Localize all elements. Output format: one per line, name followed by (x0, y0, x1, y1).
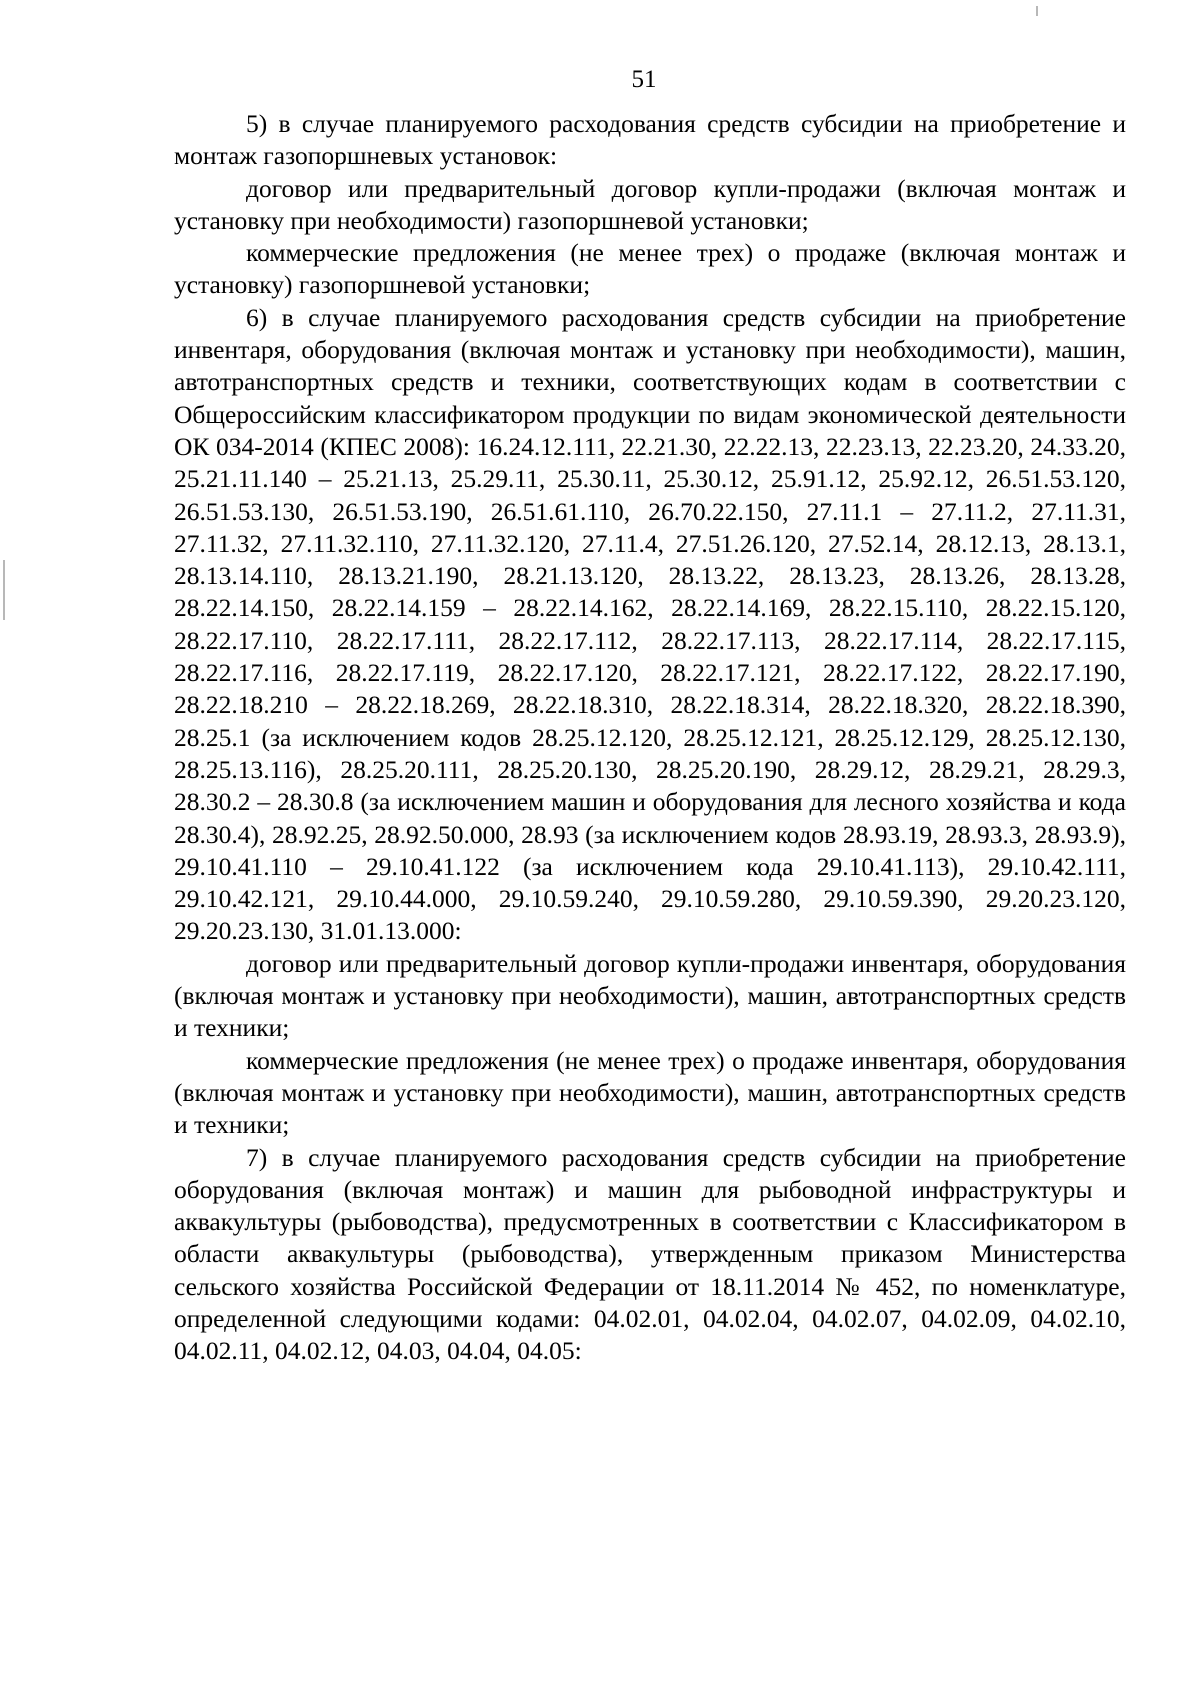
scan-edge-mark (1036, 6, 1038, 16)
paragraph-item-5: 5) в случае планируемого расходования средств субсидии на приобретение и монтаж газопоршневых установок: (174, 109, 1126, 171)
paragraph-item-7: 7) в случае планируемого расходования средств субсидии на приобретение оборудования (включая монтаж) и машин для рыбоводной инфраструктуры и аквакультуры (рыбоводства), предусмотренных в соответствии с Классификатором в области аквакультуры (рыбоводства), утвержденным приказом Министерства сельского хозяйства Российской Федерации от 18.11.2014 № 452, по номенклатуре, определенной следующими кодами: 04.02.01, 04.02.04, 04.02.07, 04.02.09, 04.02.10, 04.02.11, 04.02.12, 04.03, 04.04, 04.05: (174, 1142, 1126, 1366)
paragraph-gas-contract: договор или предварительный договор купли-продажи (включая монтаж и установку при необходимости) газопоршневой установки; (174, 173, 1126, 235)
paragraph-equipment-contract: договор или предварительный договор купли-продажи инвентаря, оборудования (включая монтаж и установку при необходимости), машин, автотранспортных средств и техники; (174, 948, 1126, 1043)
paragraph-gas-offers: коммерческие предложения (не менее трех) о продаже (включая монтаж и установку) газопоршневой установки; (174, 238, 1126, 300)
paragraph-equipment-offers: коммерческие предложения (не менее трех) о продаже инвентаря, оборудования (включая монтаж и установку при необходимости), машин, автотранспортных средств и техники; (174, 1045, 1126, 1140)
page-number: 51 (631, 66, 657, 93)
scan-edge-mark (3, 560, 5, 620)
document-body (174, 108, 1126, 1368)
paragraph-item-6: 6) в случае планируемого расходования средств субсидии на приобретение инвентаря, оборудования (включая монтаж и установку при необходимости), машин, автотранспортных средств и техники, соответствующих кодам в соответствии с Общероссийским классификатором продукции по видам экономической деятельности ОК 034-2014 (КПЕС 2008): 16.24.12.111, 22.21.30, 22.22.13, 22.23.13, 22.23.20, 24.33.20, 25.21.11.140 – 25.21.13, 25.29.11, 25.30.11, 25.30.12, 25.91.12, 25.92.12, 26.51.53.120, 26.51.53.130, 26.51.53.190, 26.51.61.110, 26.70.22.150, 27.11.1 – 27.11.2, 27.11.31, 27.11.32, 27.11.32.110, 27.11.32.120, 27.11.4, 27.51.26.120, 27.52.14, 28.12.13, 28.13.1, 28.13.14.110, 28.13.21.190, 28.21.13.120, 28.13.22, 28.13.23, 28.13.26, 28.13.28, 28.22.14.150, 28.22.14.159 – 28.22.14.162, 28.22.14.169, 28.22.15.110, 28.22.15.120, 28.22.17.110, 28.22.17.111, 28.22.17.112, 28.22.17.113, 28.22.17.114, 28.22.17.115, 28.22.17.116, 28.22.17.119, 28.22.17.120, 28.22.17.121, 28.22.17.122, 28.22.17.190, 28.22.18.210 – 28.22.18.269, 28.22.18.310, 28.22.18.314, 28.22.18.320, 28.22.18.390, 28.25.1 (за исключением кодов 28.25.12.120, 28.25.12.121, 28.25.12.129, 28.25.12.130, 28.25.13.116), 28.25.20.111, 28.25.20.130, 28.25.20.190, 28.29.12, 28.29.21, 28.29.3, 28.30.2 – 28.30.8 (за исключением машин и оборудования для лесного хозяйства и кода 28.30.4), 28.92.25, 28.92.50.000, 28.93 (за исключением кодов 28.93.19, 28.93.3, 28.93.9), 29.10.41.110 – 29.10.41.122 (за исключением кода 29.10.41.113), 29.10.42.111, 29.10.42.121, 29.10.44.000, 29.10.59.240, 29.10.59.280, 29.10.59.390, 29.20.23.120, 29.20.23.130, 31.01.13.000: (174, 302, 1126, 946)
